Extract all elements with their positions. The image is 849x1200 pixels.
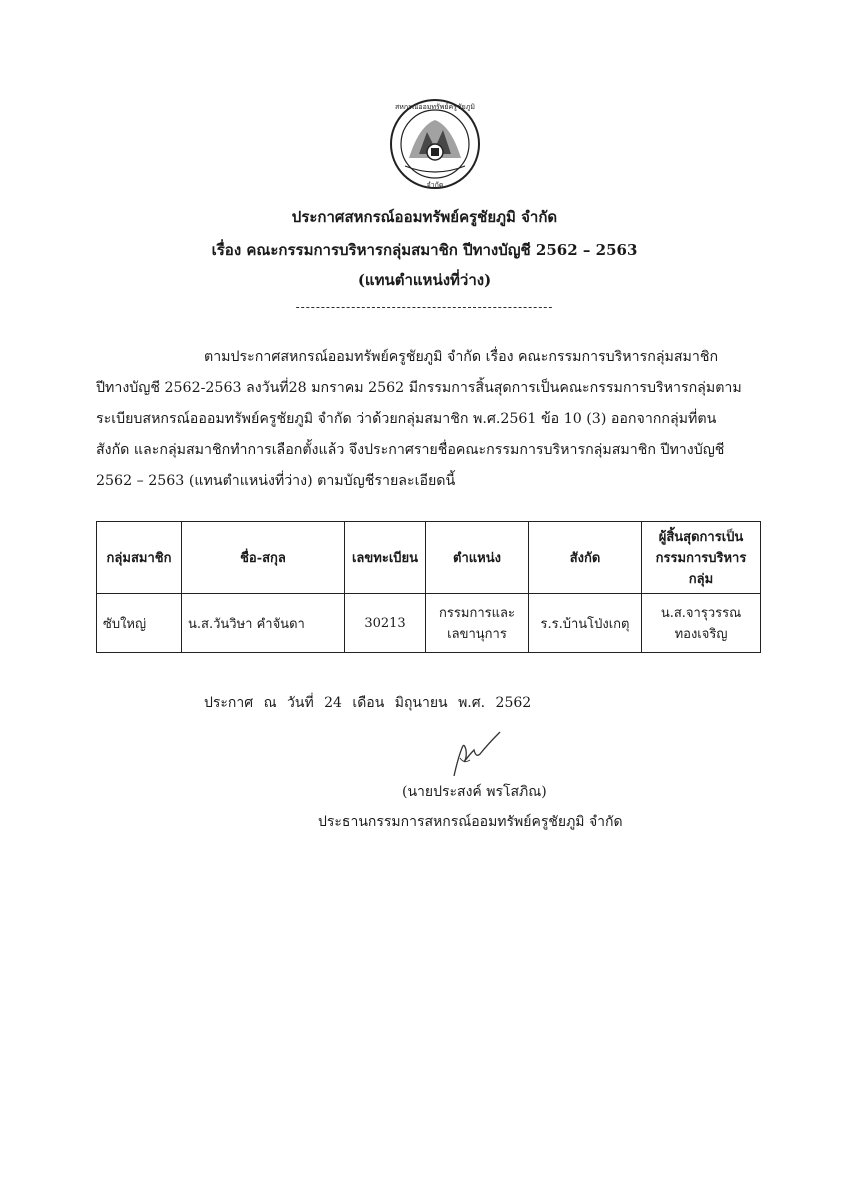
seal-text-bottom: จำกัด xyxy=(426,181,444,189)
header-ended-line-2: กรรมการบริหารกลุ่ม xyxy=(655,551,747,587)
signer-position: ประธานกรรมการสหกรณ์ออมทรัพย์ครูชัยภูมิ จำกัด xyxy=(318,814,623,830)
cell-ended: น.ส.จารุวรรณ ทองเจริญ xyxy=(642,594,761,653)
cell-affiliation: ร.ร.บ้านโป่งเกตุ xyxy=(529,594,642,653)
member-table xyxy=(96,521,761,653)
title-line-3: (แทนตำแหน่งที่ว่าง) xyxy=(357,271,492,289)
cooperative-seal-logo xyxy=(379,96,491,192)
cell-regno: 30213 xyxy=(345,594,426,653)
header-ended xyxy=(642,522,761,594)
header-name: ชื่อ-สกุล xyxy=(182,522,345,594)
header-ended-line-1: ผู้สิ้นสุดการเป็น xyxy=(658,530,744,545)
header-affiliation: สังกัด xyxy=(529,522,642,594)
table-header-row xyxy=(97,522,761,594)
body-line-2: ปีทางบัญชี 2562-2563 ลงวันที่28 มกราคม 2562 มีกรรมการสิ้นสุดการเป็นคณะกรรมการบริหารกลุ่มตาม xyxy=(96,380,742,396)
body-line-1: ตามประกาศสหกรณ์ออมทรัพย์ครูชัยภูมิ จำกัด เรื่อง คณะกรรมการบริหารกลุ่มสมาชิก xyxy=(204,349,719,365)
cell-position-line-2: เลขานุการ xyxy=(447,627,507,642)
cell-position-line-1: กรรมการและ xyxy=(439,606,515,621)
announcement-date: ประกาศ ณ วันที่ 24 เดือน มิถุนายน พ.ศ. 2562 xyxy=(204,695,532,711)
body-line-5: 2562 – 2563 (แทนตำแหน่งที่ว่าง) ตามบัญชีรายละเอียดนี้ xyxy=(96,473,456,489)
seal-text-top: สหกรณ์ออมทรัพย์ครูชัยภูมิ xyxy=(394,103,476,111)
header-group: กลุ่มสมาชิก xyxy=(97,522,182,594)
title-divider: --------------------------------------------------- xyxy=(295,300,554,314)
cell-position xyxy=(426,594,529,653)
title-line-2: เรื่อง คณะกรรมการบริหารกลุ่มสมาชิก ปีทางบัญชี 2562 – 2563 xyxy=(211,241,638,259)
signature-image xyxy=(440,728,510,780)
signer-name: (นายประสงค์ พรโสภิณ) xyxy=(402,784,547,800)
cell-name: น.ส.วันวิษา คำจันดา xyxy=(182,594,345,653)
body-line-4: สังกัด และกลุ่มสมาชิกทำการเลือกตั้งแล้ว จึงประกาศรายชื่อคณะกรรมการบริหารกลุ่มสมาชิก ปีทางบัญชี xyxy=(96,442,725,458)
body-line-3: ระเบียบสหกรณ์อออมทรัพย์ครูชัยภูมิ จำกัด ว่าด้วยกลุ่มสมาชิก พ.ศ.2561 ข้อ 10 (3) ออกจากกลุ่มที่ตน xyxy=(96,411,717,427)
title-line-1: ประกาศสหกรณ์ออมทรัพย์ครูชัยภูมิ จำกัด xyxy=(291,208,558,226)
header-position: ตำแหน่ง xyxy=(426,522,529,594)
header-regno: เลขทะเบียน xyxy=(345,522,426,594)
table-row xyxy=(97,594,761,653)
cell-group: ซับใหญ่ xyxy=(97,594,182,653)
